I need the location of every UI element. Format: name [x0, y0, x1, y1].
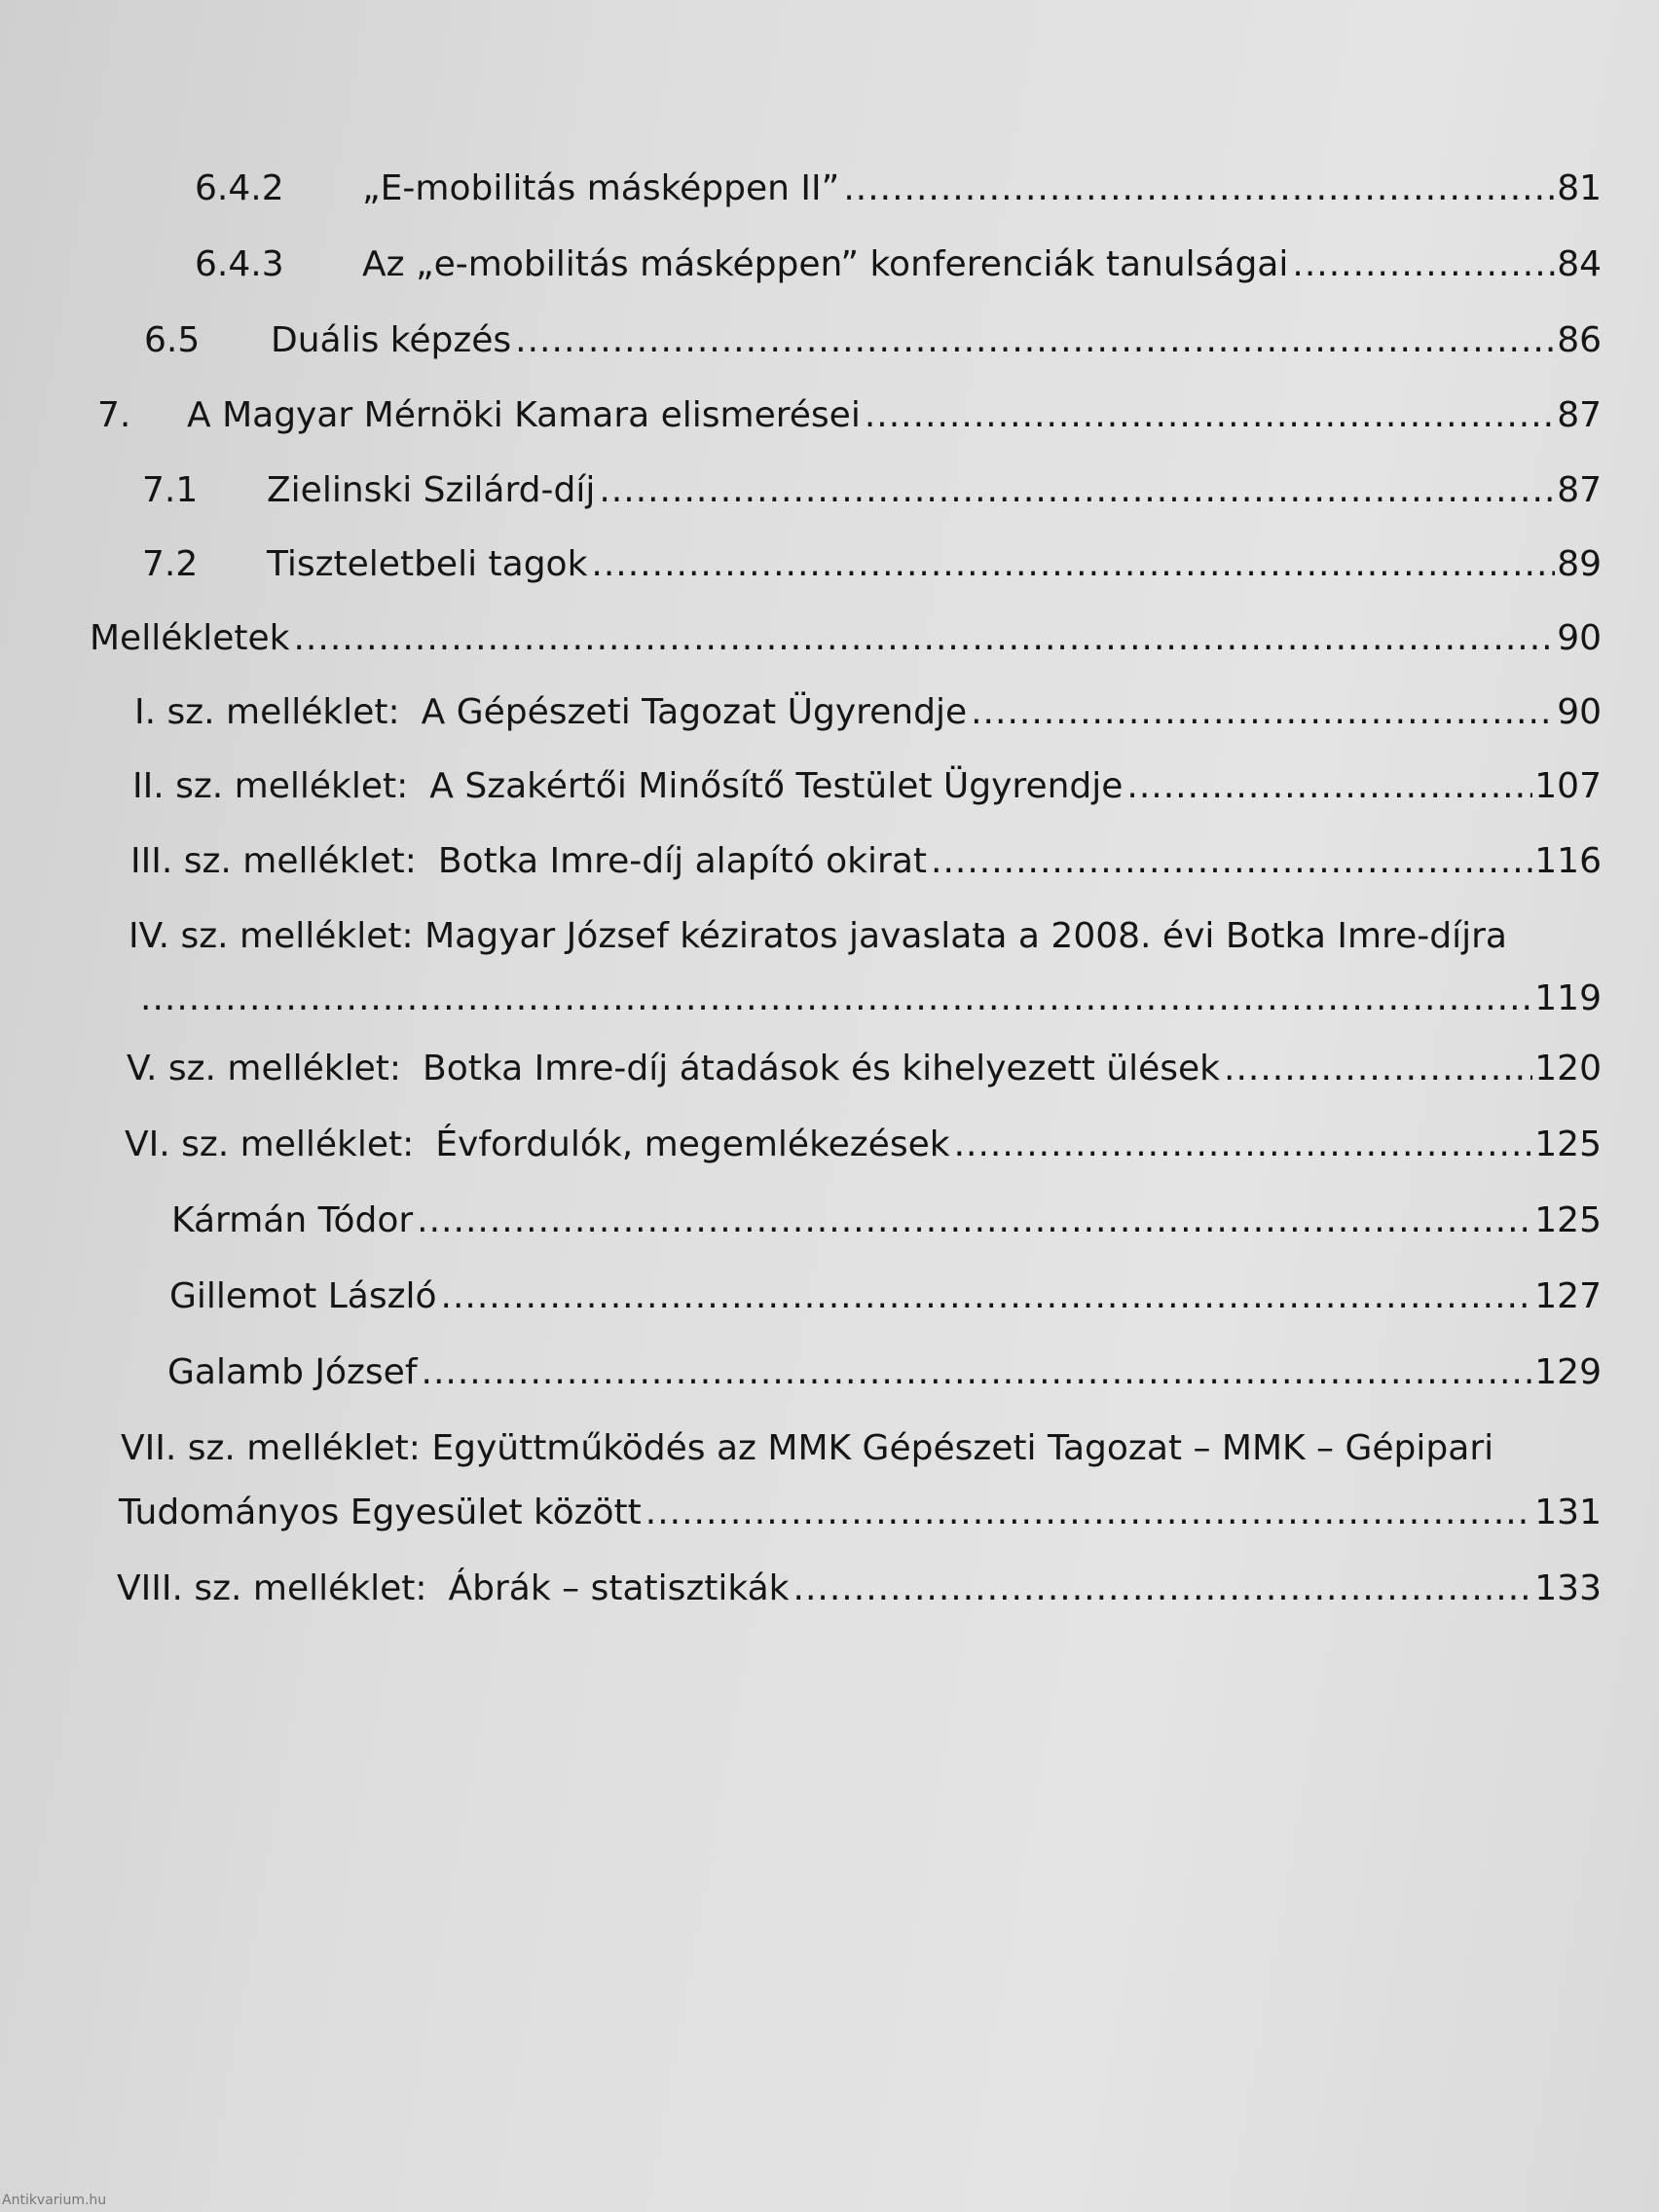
toc-leader: [843, 167, 1555, 210]
toc-leader: [441, 1275, 1533, 1318]
toc-leader: [793, 1567, 1533, 1610]
toc-entry-page: 119: [1534, 978, 1602, 1018]
toc-entry: [119, 1492, 1602, 1534]
toc-entry-page: 81: [1557, 168, 1602, 208]
toc-entry-number: 7.1: [142, 470, 199, 510]
toc-entry-page: 129: [1534, 1352, 1602, 1392]
toc-entry-title: Botka Imre-díj alapító okirat: [437, 841, 927, 881]
toc-entry-number: V. sz. melléklet:: [127, 1049, 402, 1088]
toc-entry-title: Kármán Tódor: [171, 1200, 414, 1240]
toc-entry-title: A Szakértői Minősítő Testület Ügyrendje: [429, 766, 1124, 806]
toc-entry: [195, 243, 1602, 286]
toc-leader: [931, 840, 1532, 883]
toc-entry-title: Duális képzés: [271, 320, 512, 360]
toc-entry-number: VII. sz. melléklet:: [121, 1428, 421, 1468]
toc-entry: [195, 167, 1602, 210]
toc-leader: [293, 617, 1555, 660]
toc-entry: [132, 765, 1602, 808]
toc-entry-page: 90: [1557, 692, 1602, 732]
toc-entry-page: 90: [1557, 618, 1602, 658]
toc-entry-title: Magyar József kéziratos javaslata a 2008. évi Botka Imre-díjra: [424, 916, 1507, 956]
toc-entry-number: IV. sz. melléklet:: [129, 916, 414, 956]
toc-entry-title: Tiszteletbeli tagok: [267, 544, 588, 584]
toc-entry-title: Gillemot László: [169, 1276, 437, 1316]
toc-entry-page: 116: [1534, 841, 1602, 881]
toc-entry-page: 127: [1534, 1276, 1602, 1316]
toc-leader: [591, 543, 1555, 586]
toc-leader: [599, 469, 1555, 512]
toc-entry: [142, 543, 1602, 586]
toc-leader: [1224, 1048, 1532, 1090]
toc-entry-first-line: [129, 915, 1507, 958]
toc-entry-number: VI. sz. melléklet:: [125, 1124, 415, 1164]
toc-entry-page: 125: [1534, 1124, 1602, 1164]
toc-entry-first-line: [121, 1427, 1493, 1470]
toc-entry-number: 7.2: [142, 544, 199, 584]
toc-entry: [117, 1567, 1602, 1610]
toc-entry-page: 86: [1557, 320, 1602, 360]
toc-entry: [171, 1199, 1602, 1242]
toc-entry-page: 87: [1557, 470, 1602, 510]
toc-entry-number: I. sz. melléklet:: [134, 692, 400, 732]
toc-leader: [971, 691, 1555, 734]
toc-entry-page: 125: [1534, 1200, 1602, 1240]
toc-entry: [142, 469, 1602, 512]
toc-entry-title: Mellékletek: [90, 618, 290, 658]
toc-leader: [645, 1492, 1533, 1534]
toc-leader: [515, 319, 1555, 362]
toc-entry-number: II. sz. melléklet:: [132, 766, 409, 806]
toc-entry: [127, 1048, 1602, 1090]
toc-entry: [167, 1351, 1602, 1394]
toc-entry: [144, 319, 1602, 362]
toc-entry-title: „E-mobilitás másképpen II”: [362, 168, 840, 208]
toc-leader: [417, 1199, 1532, 1242]
toc-entry-page: 107: [1534, 766, 1602, 806]
toc-entry-page: 120: [1534, 1049, 1602, 1088]
toc-entry: [97, 394, 1602, 437]
toc-entry: [125, 1124, 1602, 1166]
toc-entry-title: A Gépészeti Tagozat Ügyrendje: [421, 692, 968, 732]
toc-entry: [169, 1275, 1602, 1318]
toc-leader: [865, 394, 1555, 437]
toc-leader: [422, 1351, 1533, 1394]
toc-entry-title: Ábrák – statisztikák: [448, 1568, 790, 1608]
toc-entry-page: 131: [1534, 1493, 1602, 1532]
toc-entry-page: 87: [1557, 395, 1602, 435]
toc-entry-page: 84: [1557, 244, 1602, 284]
toc-entry-number: 6.5: [144, 320, 201, 360]
toc-leader: [140, 977, 1532, 1020]
toc-entry-number: III. sz. melléklet:: [130, 841, 417, 881]
toc-entry-number: 7.: [97, 395, 131, 435]
toc-entry-title: Galamb József: [167, 1352, 418, 1392]
toc-entry-number: VIII. sz. melléklet:: [117, 1568, 427, 1608]
toc-leader: [954, 1124, 1533, 1166]
toc-entry-number: 6.4.3: [195, 244, 284, 284]
toc-entry-title: Évfordulók, megemlékezések: [435, 1124, 950, 1164]
watermark: Antikvarium.hu: [2, 2193, 107, 2208]
toc-leader: [1292, 243, 1555, 286]
toc-entry-title: Együttműködés az MMK Gépészeti Tagozat – MMK – Gépipari: [431, 1428, 1494, 1468]
toc-entry-title-continued: Tudományos Egyesület között: [119, 1493, 642, 1532]
toc-entry-title: Zielinski Szilárd-díj: [267, 470, 596, 510]
toc-entry-title: A Magyar Mérnöki Kamara elismerései: [187, 395, 861, 435]
toc-entry: [90, 617, 1602, 660]
toc-entry: [130, 840, 1602, 883]
toc-entry-number: 6.4.2: [195, 168, 284, 208]
toc-entry-page: 89: [1557, 544, 1602, 584]
toc-entry: [134, 691, 1602, 734]
toc-entry-page: 133: [1534, 1568, 1602, 1608]
toc-entry-title: Az „e-mobilitás másképpen” konferenciák tanulságai: [362, 244, 1289, 284]
toc-entry: [140, 977, 1602, 1020]
toc-leader: [1126, 765, 1532, 808]
toc-entry-title: Botka Imre-díj átadások és kihelyezett ülések: [423, 1049, 1220, 1088]
